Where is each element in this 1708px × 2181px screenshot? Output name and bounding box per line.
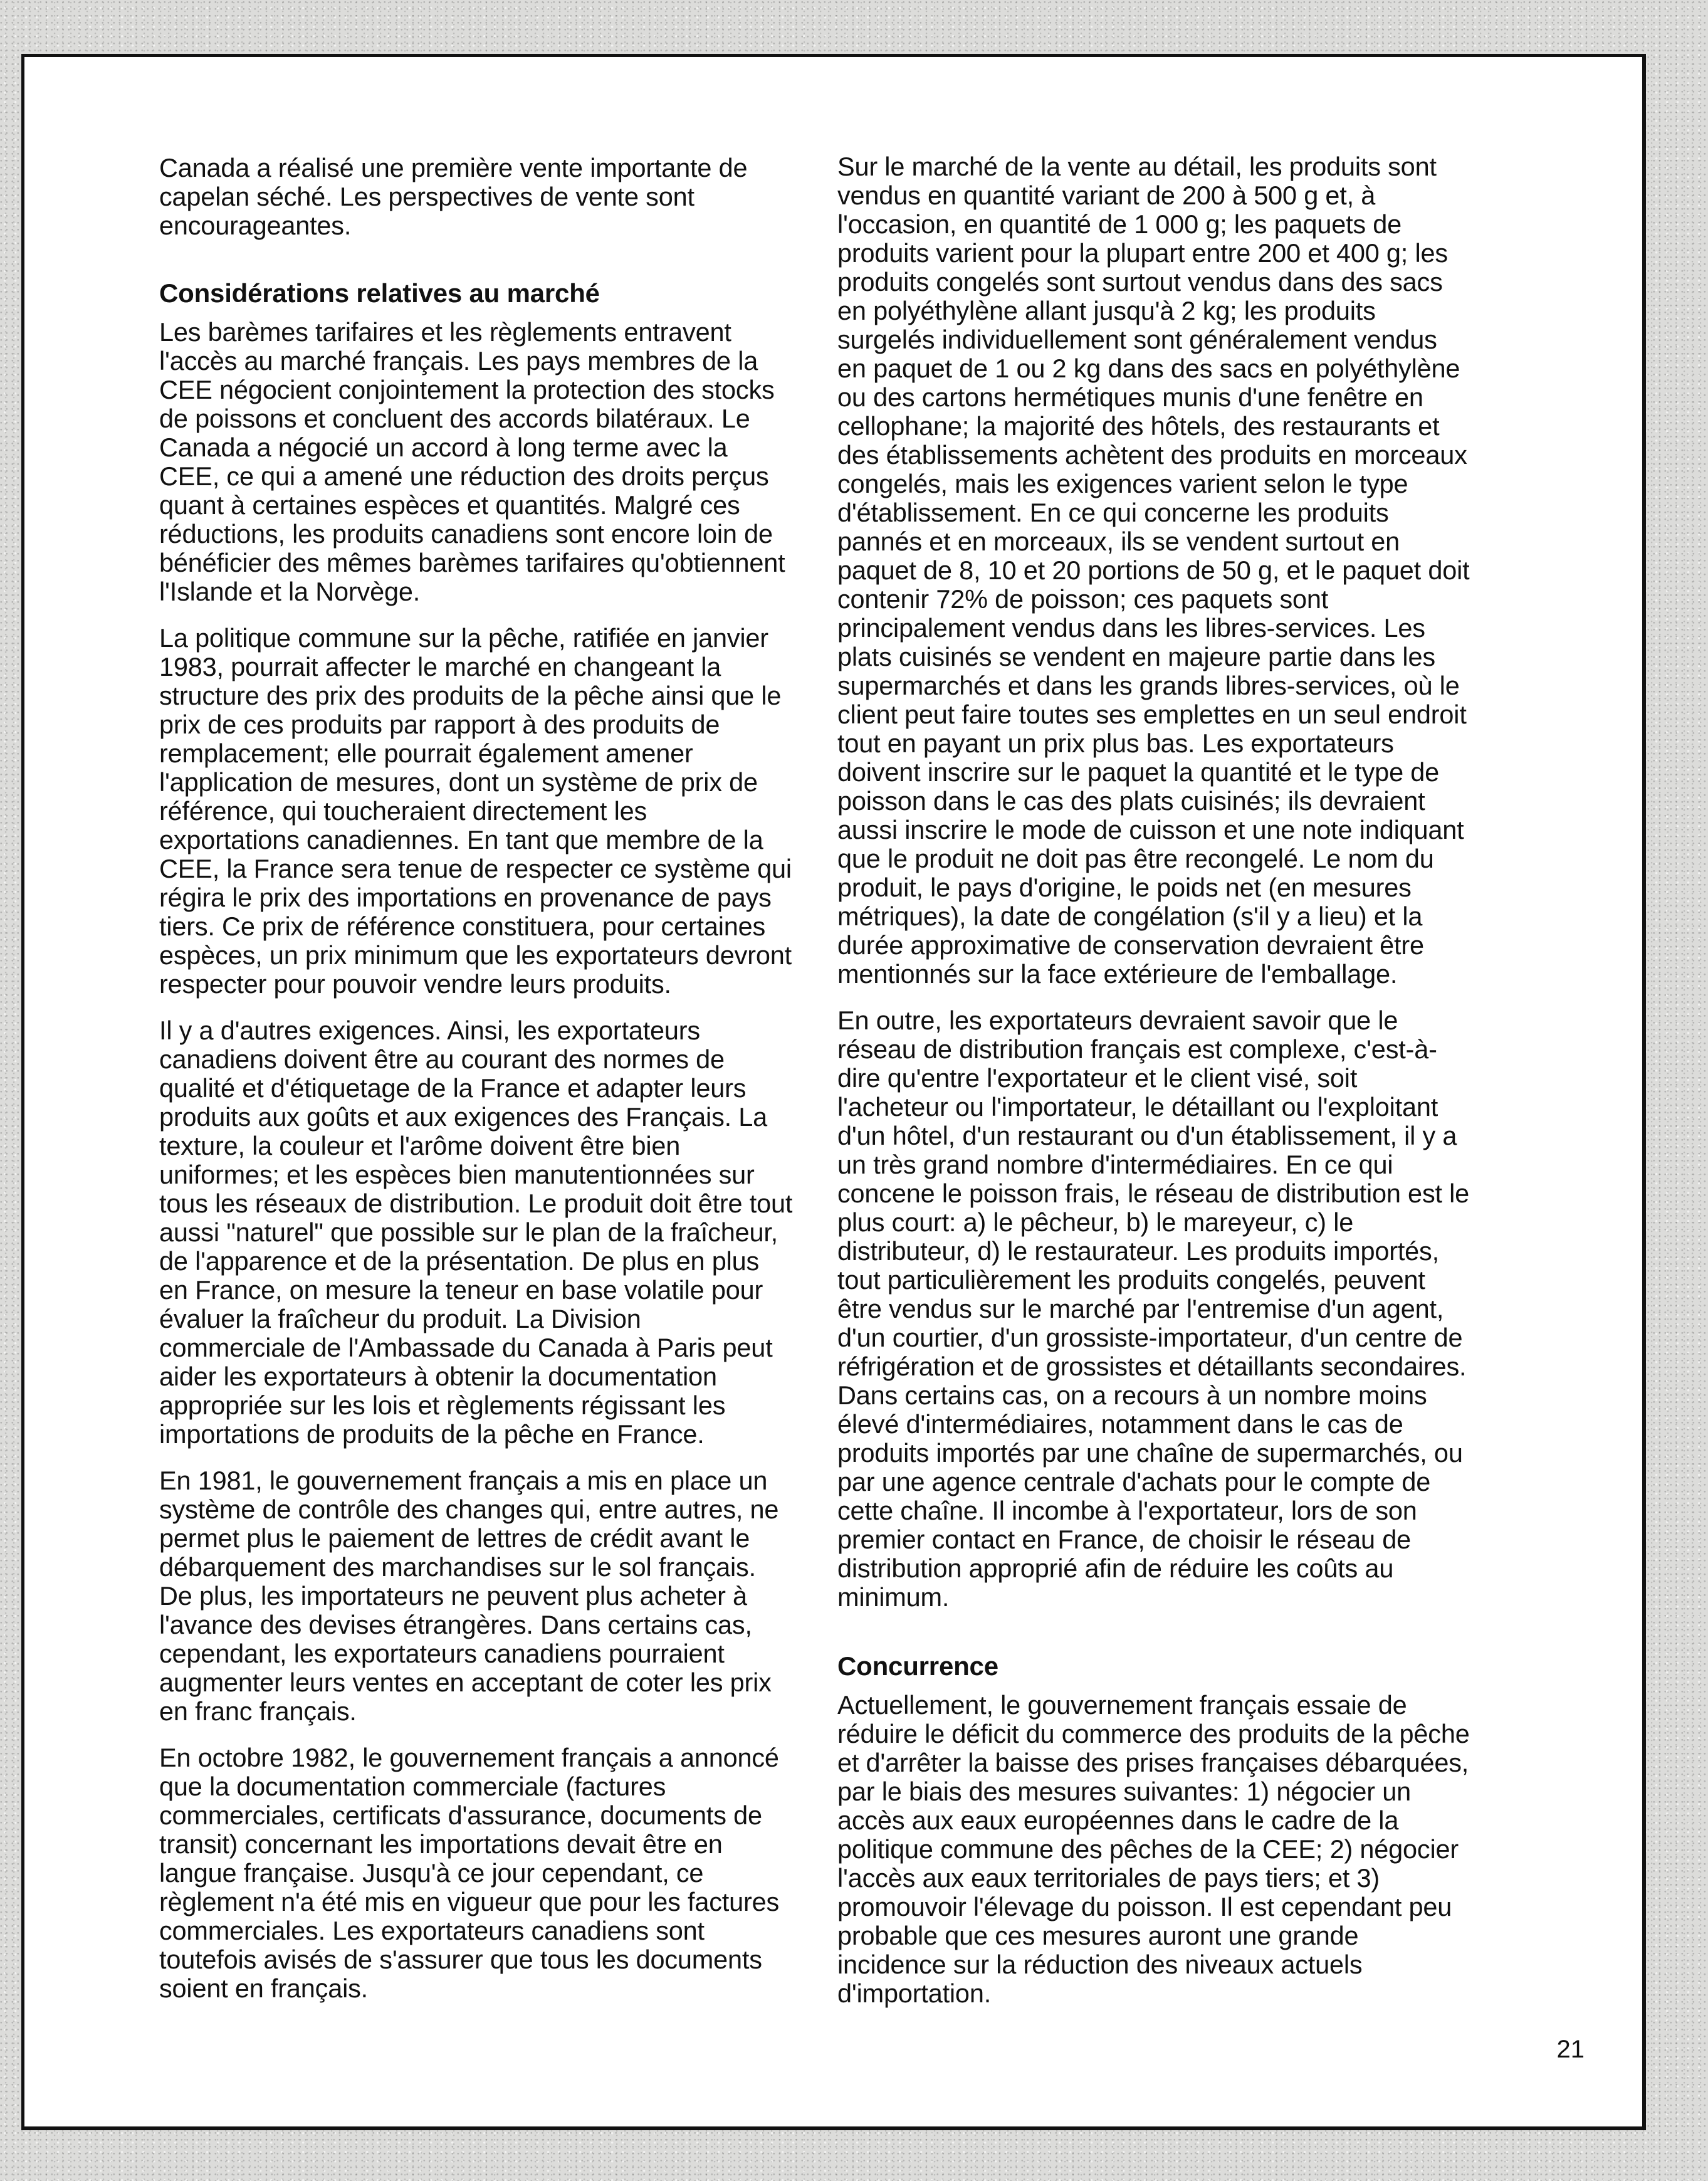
paragraph-documentation: En octobre 1982, le gouvernement français a annoncé que la documentation commerciale (factures commerciales, certificats d'assurance, documents de transit) concernant les importations devait être en langue française. Jusqu'à ce jour cependant, ce règlement n'a été mis en vigueur que pour les factures commerciales. Les exportateurs canadiens sont toutefois avisés de s'assurer que tous les documents soient en français.	[159, 1743, 780, 2003]
paragraph-common-policy: La politique commune sur la pêche, ratifiée en janvier 1983, pourrait affecter le marché en changeant la structure des prix des produits de la pêche ainsi que le prix de ces produits par rapport à des produits de remplacement; elle pourrait également amener l'application de mesures, dont un système de prix de référence, qui toucheraient directement les exportations canadiennes. En tant que membre de la CEE, la France sera tenue de respecter ce système qui régira le prix des importations en provenance de pays tiers. Ce prix de référence constituera, pour certaines espèces, un prix minimum que les exportateurs devront respecter pour pouvoir vendre leurs produits.	[159, 623, 792, 999]
paragraph-tariffs: Les barèmes tarifaires et les règlements entravent l'accès au marché français. Les pays membres de la CEE négocient conjointement la protection des stocks de poissons et concluent des accords bilatéraux. Le Canada a négocié un accord à long terme avec la CEE, ce qui a amené une réduction des droits perçus quant à certaines espèces et quantités. Malgré ces réductions, les produits canadiens sont encore loin de bénéficier des mêmes barèmes tarifaires qu'obtiennent l'Islande et la Norvège.	[159, 317, 785, 606]
paragraph-requirements: Il y a d'autres exigences. Ainsi, les exportateurs canadiens doivent être au courant des normes de qualité et d'étiquetage de la France et adapter leurs produits aux goûts et aux exigences des Français. La texture, la couleur et l'arôme doivent être bien uniformes; et les espèces bien manutentionnées sur tous les réseaux de distribution. Le produit doit être tout aussi "naturel" que possible sur le plan de la fraîcheur, de l'apparence et de la présentation. De plus en plus en France, on mesure la teneur en base volatile pour évaluer la fraîcheur du produit. La Division commerciale de l'Ambassade du Canada à Paris peut aider les exportateurs à obtenir la documentation appropriée sur les lois et règlements régissant les importations de produits de la pêche en France.	[159, 1016, 793, 1449]
paragraph-exchange-control: En 1981, le gouvernement français a mis en place un système de contrôle des changes qui, entre autres, ne permet plus le paiement de lettres de crédit avant le débarquement des marchandises sur le sol français. De plus, les importateurs ne peuvent plus acheter à l'avance des devises étrangères. Dans certains cas, cependant, les exportateurs canadiens pourraient augmenter leurs ventes en acceptant de coter les prix en franc français.	[159, 1466, 779, 1726]
page-number: 21	[1556, 2036, 1585, 2063]
intro-paragraph: Canada a réalisé une première vente importante de capelan séché. Les perspectives de vente sont encourageantes.	[159, 153, 748, 240]
document-page	[21, 54, 1646, 2130]
section-heading-competition: Concurrence	[837, 1651, 998, 1681]
paragraph-retail: Sur le marché de la vente au détail, les produits sont vendus en quantité variant de 200 à 500 g et, à l'occasion, en quantité de 1 000 g; les paquets de produits varient pour la plupart entre 200 et 400 g; les produits congelés sont surtout vendus dans des sacs en polyéthylène allant jusqu'à 2 kg; les produits surgelés individuellement sont généralement vendus en paquet de 1 ou 2 kg dans des sacs en polyéthylène ou des cartons hermétiques munis d'une fenêtre en cellophane; la majorité des hôtels, des restaurants et des établissements achètent des produits en morceaux congelés, mais les exigences varient selon le type d'établissement. En ce qui concerne les produits pannés et en morceaux, ils se vendent surtout en paquet de 8, 10 et 20 portions de 50 g, et le paquet doit contenir 72% de poisson; ces paquets sont principalement vendus dans les libres-services. Les plats cuisinés se vendent en majeure partie dans les supermarchés et dans les grands libres-services, où le client peut faire toutes ses emplettes en un seul endroit tout en payant un prix plus bas. Les exportateurs doivent inscrire sur le paquet la quantité et le type de poisson dans le cas des plats cuisinés; ils devraient aussi inscrire le mode de cuisson et une note indiquant que le produit ne doit pas être recongelé. Le nom du produit, le pays d'origine, le poids net (en mesures métriques), la date de congélation (s'il y a lieu) et la durée approximative de conservation devraient être mentionnés sur la face extérieure de l'emballage.	[837, 152, 1470, 989]
paragraph-competition: Actuellement, le gouvernement français essaie de réduire le déficit du commerce des produits de la pêche et d'arrêter la baisse des prises françaises débarquées, par le biais des mesures suivantes: 1) négocier un accès aux eaux européennes dans le cadre de la politique commune des pêches de la CEE; 2) négocier l'accès aux eaux territoriales de pays tiers; et 3) promouvoir l'élevage du poisson. Il est cependant peu probable que ces mesures auront une grande incidence sur la réduction des niveaux actuels d'importation.	[837, 1690, 1470, 2008]
section-heading-market: Considérations relatives au marché	[159, 278, 600, 308]
paragraph-distribution: En outre, les exportateurs devraient savoir que le réseau de distribution français est complexe, c'est-à-dire qu'entre l'exportateur et le client visé, soit l'acheteur ou l'importateur, le détaillant ou l'exploitant d'un hôtel, d'un restaurant ou d'un établissement, il y a un très grand nombre d'intermédiaires. En ce qui concene le poisson frais, le réseau de distribution est le plus court: a) le pêcheur, b) le mareyeur, c) le distributeur, d) le restaurateur. Les produits importés, tout particulièrement les produits congelés, peuvent être vendus sur le marché par l'entremise d'un agent, d'un courtier, d'un grossiste-importateur, d'un centre de réfrigération et de grossistes et détaillants secondaires. Dans certains cas, on a recours à un nombre moins élevé d'intermédiaires, notamment dans le cas de produits importés par une chaîne de supermarchés, ou par une agence centrale d'achats pour le compte de cette chaîne. Il incombe à l'exportateur, lors de son premier contact en France, de choisir le réseau de distribution approprié afin de réduire les coûts au minimum.	[837, 1006, 1470, 1612]
right-column	[837, 152, 1472, 2026]
left-column	[159, 154, 794, 2021]
